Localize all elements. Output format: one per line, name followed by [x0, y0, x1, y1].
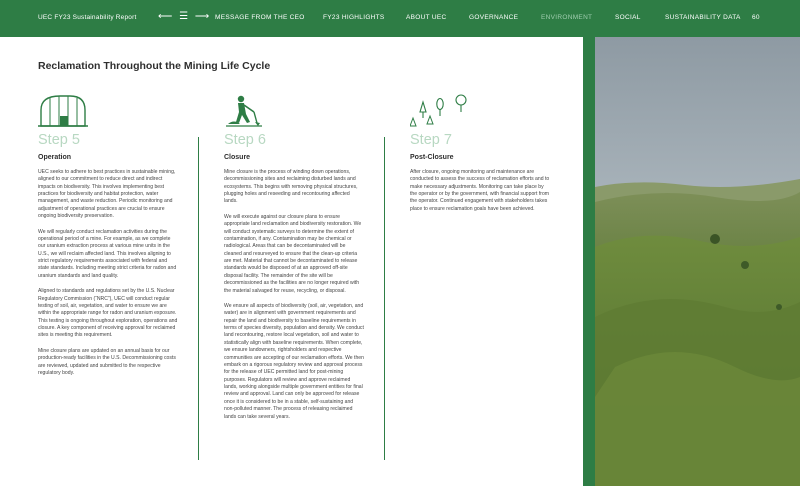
nav-governance[interactable]: GOVERNANCE: [469, 14, 519, 21]
grassland-landscape-photo: [595, 37, 800, 486]
section-title: Reclamation Throughout the Mining Life Cycle: [38, 60, 271, 72]
step-7-paragraph: After closure, ongoing monitoring and maintenance are conducted to assess the success of reclamation efforts and to make necessary adjustments. Monitoring can take place by the operator or by the government, with financial support from the operator. Continued engagement with stakeholders takes place to ensure reclamation goals have been achieved.: [410, 168, 550, 212]
step-6-column: [224, 92, 364, 421]
step-5-paragraph: Aligned to standards and regulations set by the U.S. Nuclear Regulatory Commission (“NRC”), UEC will conduct regular testing of soil, air, vegetation, and water to ensure we are within the appropriate range for radon and uranium exposure. This testing is ongoing throughout exploration, operations and closure. A key component of receiving approval for reclaimed sites is meeting this requirement.: [38, 288, 178, 339]
step-5-paragraph: We will regularly conduct reclamation activities during the operational period of a mine. For example, as we complete our uranium extraction process at various mine units in the U.S., we will reclaim affected land. This involves aligning to strict regulatory requirements associated with federal and state standards. Including meeting strict criteria for radon and uranium standards and land quality.: [38, 228, 177, 279]
page-number: 60: [752, 14, 760, 21]
nav-about-uec[interactable]: ABOUT UEC: [406, 14, 447, 21]
step-6-paragraph: We ensure all aspects of biodiversity (soil, air, vegetation, and water) are in alignment with government requirements and repair the land and biodiversity to baseline requirements in terms of species diversity, population and density. We conduct land recontouring, restore local vegetation, soil and water to statistically align with baseline requirements. When complete, we ensure landowners, rightsholders and respective communities are accepting of our reclamation efforts. We then embark on a rigorous regulatory review and approval process for the release of UEC permitted land for post-mining purposes. Regulators will review and approve reclaimed lands, working alongside multiple government entities for final review and approval. Land can only be approved for release once it is considered to be in a stable, self-sustaining and non-polluted manner. The process of releasing reclaimed lands can take several years.: [224, 302, 364, 420]
report-title: UEC FY23 Sustainability Report: [38, 14, 137, 21]
landscape-image: [595, 37, 800, 486]
step-7-title: Post-Closure: [410, 153, 454, 161]
step-7-column: [410, 92, 550, 213]
step-6-paragraph: Mine closure is the process of winding down operations, decommissioning sites and reclaiming disturbed lands and ecosystems. This begins with removing physical structures, plugging holes and reseeding and recontouring affected lands.: [224, 168, 358, 205]
step-7-number: Step 7: [410, 132, 452, 148]
worker-digging-icon: [224, 92, 364, 130]
page-tab: [0, 37, 583, 47]
step-5-paragraph: Mine closure plans are updated on an annual basis for our production-ready facilities in the U.S. Decommissioning costs are reviewed, updated and submitted to the respective regulatory body.: [38, 347, 176, 376]
nav-fy23-highlights[interactable]: FY23 HIGHLIGHTS: [323, 14, 385, 21]
step-5-column: [38, 92, 178, 377]
top-bar: [0, 0, 800, 37]
step-6-paragraph: We will execute against our closure plans to ensure appropriate land reclamation and biodiversity restoration. We will conduct systematic surveys to determine the extent of contamination, if any. Contamination may be chemical or radiological. Areas that can be decontaminated will be cleaned and resurveyed to ensure that the clean-up criteria are met. Material that cannot be decontaminated to release standards would be disposed of at an approved off-site disposal facility. The remainder of the site will be decommissioned as the facilities are no longer required with the material salvaged for reuse, recycling, or disposal.: [224, 213, 362, 294]
nav-message-from-ceo[interactable]: MESSAGE FROM THE CEO: [215, 14, 305, 21]
nav-environment[interactable]: ENVIRONMENT: [541, 14, 593, 21]
page-nav-arrows[interactable]: ⟵ ☰ ⟶: [158, 11, 212, 22]
nav-sustainability-data[interactable]: SUSTAINABILITY DATA: [665, 14, 741, 21]
greenhouse-icon: [38, 92, 178, 130]
step-5-number: Step 5: [38, 132, 80, 148]
trees-icon: [410, 92, 550, 130]
nav-social[interactable]: SOCIAL: [615, 14, 641, 21]
column-divider: [384, 137, 385, 460]
page-edge-bar: [583, 37, 595, 486]
step-5-paragraph: UEC seeks to adhere to best practices in sustainable mining, aligned to our commitment to reduce direct and indirect impacts on biodiversity. This involves implementing best practices for biodiversity and habitat protection, water management, and waste reduction. Periodic monitoring and adjustment of operational practices are crucial to ensure ongoing biodiversity preservation.: [38, 168, 176, 220]
step-6-number: Step 6: [224, 132, 266, 148]
column-divider: [198, 137, 199, 460]
step-6-title: Closure: [224, 153, 251, 161]
step-5-title: Operation: [38, 153, 72, 161]
